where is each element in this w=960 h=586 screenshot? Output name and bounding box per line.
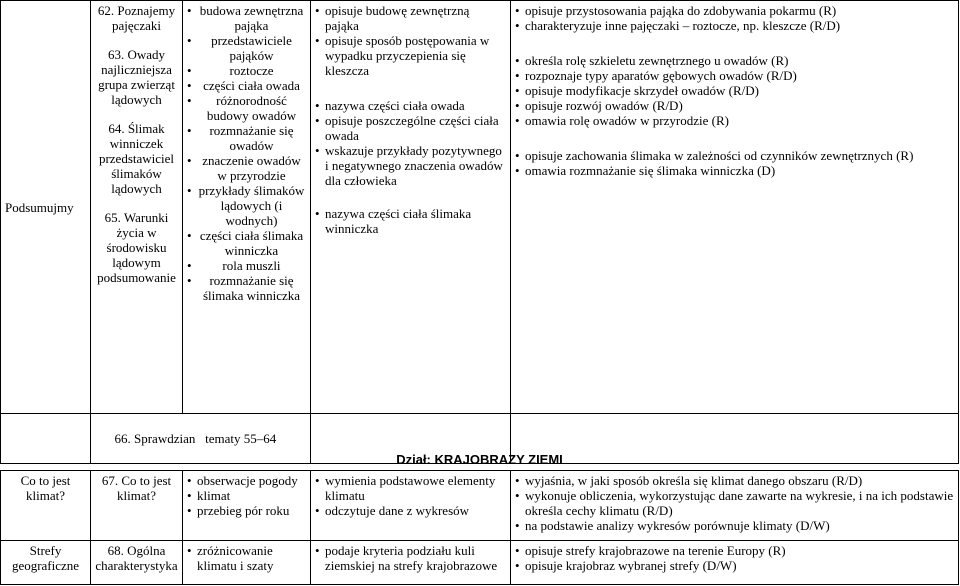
requirement-item: • nazywa części ciała owada: [315, 98, 506, 113]
content-list: [187, 473, 306, 518]
row-label-cell: [1, 470, 91, 540]
content-cell: [183, 1, 311, 414]
summary-label: Podsumujmy: [5, 199, 74, 215]
content-list: [187, 543, 306, 573]
lesson-plan-table-bottom: [0, 449, 959, 585]
content-item: • rozmnażanie się owadów: [187, 123, 306, 153]
basic-group-snails: [315, 206, 506, 236]
requirement-item: • opisuje budowę zewnętrzną pająka: [315, 3, 506, 33]
extended-requirements-cell: [511, 1, 959, 414]
requirement-item: • wskazuje przykłady pozytywnego i negatywnego znaczenia owadów dla człowieka: [315, 143, 506, 188]
row-label-cell: [1, 540, 91, 584]
basic-requirements-cell: [311, 1, 511, 414]
row-topic-cell: [91, 470, 183, 540]
section-title-cell: [1, 449, 959, 470]
content-item: • części ciała ślimaka winniczka: [187, 228, 306, 258]
extended-group-insects: [515, 53, 954, 128]
basic-list: [315, 543, 506, 573]
summary-label-cell: [1, 1, 91, 414]
requirement-item: • opisuje modyfikacje skrzydeł owadów (R/D): [515, 83, 954, 98]
row-label-climate: Co to jest klimat?: [20, 472, 71, 503]
content-item: • przedstawiciele pająków: [187, 33, 306, 63]
content-item: • rola muszli: [187, 258, 306, 273]
content-list: [187, 3, 306, 303]
section-title: Dział: KRAJOBRAZY ZIEMI: [396, 452, 563, 467]
topic-64: 64. Ślimak winniczek przedstawiciel ślimaków lądowych: [98, 121, 175, 196]
requirement-item: • opisuje sposób postępowania w wypadku przyczepienia się kleszcza: [315, 33, 506, 78]
row-extended-cell: [511, 470, 959, 540]
requirement-item: • nazywa części ciała ślimaka winniczka: [315, 206, 506, 236]
requirement-item: • odczytuje dane z wykresów: [315, 503, 506, 518]
basic-list: [315, 473, 506, 518]
requirement-item: • opisuje strefy krajobrazowe na terenie Europy (R): [515, 543, 954, 558]
extended-list: [515, 473, 954, 533]
requirement-item: • wyjaśnia, w jaki sposób określa się klimat danego obszaru (R/D): [515, 473, 954, 488]
topic-63: 63. Owady najliczniejsza grupa zwierząt lądowych: [98, 47, 175, 107]
content-item: • obserwacje pogody: [187, 473, 306, 488]
topic-68: 68. Ogólna charakterystyka: [95, 542, 178, 573]
row-basic-cell: [311, 470, 511, 540]
requirement-item: • charakteryzuje inne pajęczaki – roztocze, np. kleszcze (R/D): [515, 18, 954, 33]
requirement-item: • opisuje zachowania ślimaka w zależności od czynników zewnętrznych (R): [515, 148, 954, 163]
requirement-item: • na podstawie analizy wykresów porównuje klimaty (D/W): [515, 518, 954, 533]
content-item: • przykłady ślimaków lądowych (i wodnych): [187, 183, 306, 228]
review-label: 66. Sprawdzian tematy 55–64: [114, 431, 277, 446]
requirement-item: • rozpoznaje typy aparatów gębowych owadów (R/D): [515, 68, 954, 83]
row-topic-cell: [91, 540, 183, 584]
extended-list: [515, 543, 954, 573]
requirement-item: • określa rolę szkieletu zewnętrznego u owadów (R): [515, 53, 954, 68]
content-item: • roztocze: [187, 63, 306, 78]
requirement-item: • opisuje krajobraz wybranej strefy (D/W): [515, 558, 954, 573]
extended-group-snails: [515, 148, 954, 178]
topic-62: 62. Poznajemy pajęczaki: [97, 3, 176, 33]
requirement-item: • omawia rozmnażanie się ślimaka winniczka (D): [515, 163, 954, 178]
content-item: • rozmnażanie się ślimaka winniczka: [187, 273, 306, 303]
row-label-zones: Strefy geograficzne: [11, 542, 80, 573]
content-item: • budowa zewnętrzna pająka: [187, 3, 306, 33]
requirement-item: • wymienia podstawowe elementy klimatu: [315, 473, 506, 503]
content-item: • części ciała owada: [187, 78, 306, 93]
extended-group-spiders: [515, 3, 954, 33]
requirement-item: • wykonuje obliczenia, wykorzystując dane zawarte na wykresie, i na ich podstawie określa cechy klimatu (R/D): [515, 488, 954, 518]
requirement-item: • opisuje rozwój owadów (R/D): [515, 98, 954, 113]
content-item: • klimat: [187, 488, 306, 503]
topic-65: 65. Warunki życia w środowisku lądowym podsumowanie: [97, 210, 176, 285]
basic-group-spiders: [315, 3, 506, 78]
content-item: • różnorodność budowy owadów: [187, 93, 306, 123]
row-extended-cell: [511, 540, 959, 584]
requirement-item: • podaje kryteria podziału kuli ziemskiej na strefy krajobrazowe: [315, 543, 506, 573]
content-item: • znaczenie owadów w przyrodzie: [187, 153, 306, 183]
requirement-item: • opisuje przystosowania pająka do zdobywania pokarmu (R): [515, 3, 954, 18]
row-content-cell: [183, 540, 311, 584]
content-item: • zróżnicowanie klimatu i szaty: [187, 543, 306, 573]
requirement-item: • omawia rolę owadów w przyrodzie (R): [515, 113, 954, 128]
requirement-item: • opisuje poszczególne części ciała owada: [315, 113, 506, 143]
topics-cell: [91, 1, 183, 414]
content-item: • przebieg pór roku: [187, 503, 306, 518]
row-basic-cell: [311, 540, 511, 584]
row-content-cell: [183, 470, 311, 540]
topic-67: 67. Co to jest klimat?: [101, 472, 172, 503]
basic-group-insects: [315, 98, 506, 188]
